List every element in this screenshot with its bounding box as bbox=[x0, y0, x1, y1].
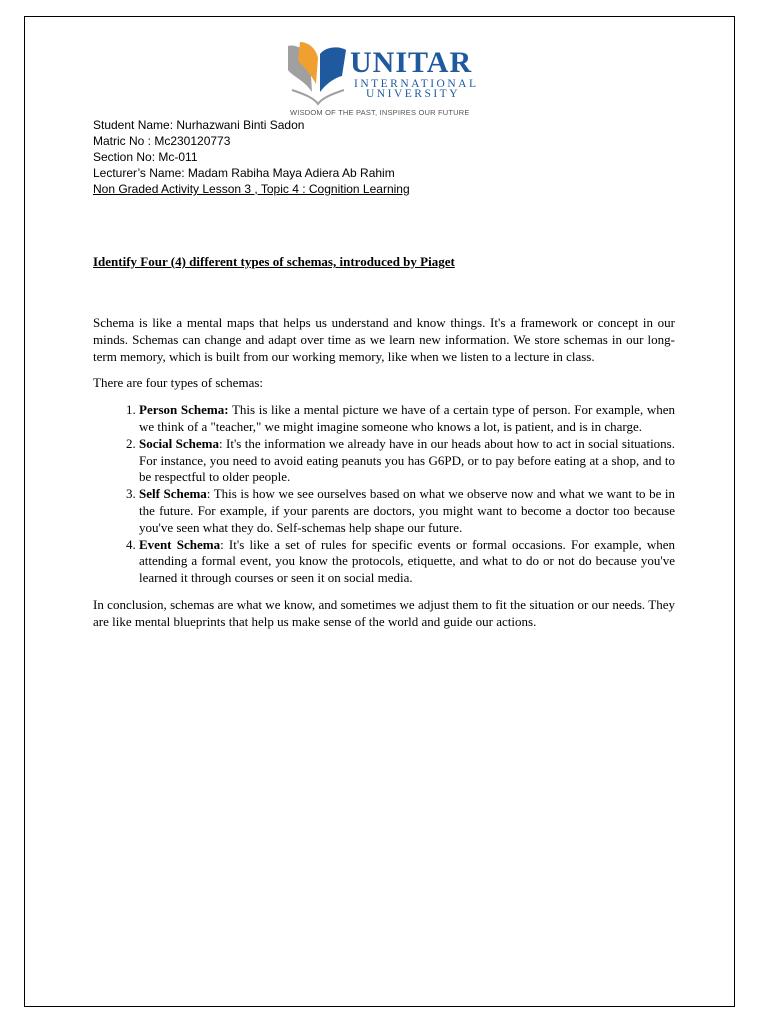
logo-line-international: INTERNATIONAL bbox=[354, 78, 479, 90]
logo-line-university: UNIVERSITY bbox=[366, 88, 460, 100]
conclusion-paragraph: In conclusion, schemas are what we know, and sometimes we adjust them to fit the situation or our needs. They are like mental blueprints that help us make sense of the world and guide our actions. bbox=[93, 596, 675, 629]
schema-term: Event Schema bbox=[139, 536, 221, 552]
schema-description: : This is how we see ourselves based on what we observe now and what we want to be in the future. For example, if your parents are doctors, you might want to become a doctor too because you've seen what they do. Self-schemas help shape our future. bbox=[139, 486, 675, 535]
list-item bbox=[139, 402, 675, 436]
section-number: Section No: Mc-011 bbox=[93, 150, 198, 164]
question-heading: Identify Four (4) different types of schemas, introduced by Piaget bbox=[93, 254, 455, 269]
logo-tagline: WISDOM OF THE PAST, INSPIRES OUR FUTURE bbox=[290, 108, 470, 117]
schema-description: This is like a mental picture we have of a certain type of person. For example, when we think of a "teacher," we might imagine someone who knows a lot, is patient, and is in charge. bbox=[139, 402, 675, 434]
list-item bbox=[139, 537, 675, 587]
intro-paragraph: Schema is like a mental maps that helps us understand and know things. It's a framework or concept in our minds. Schemas can change and adapt over time as we learn new information. We store schemas in our long-term memory, which is built from our working memory, like when we listen to a lecture in class. bbox=[93, 315, 675, 364]
list-lead: There are four types of schemas: bbox=[93, 375, 264, 391]
schema-description: : It's the information we already have in our heads about how to act in social situations. For instance, you need to avoid eating peanuts you has G6PD, or to pay before eating at a shop, and to be respectful to older people. bbox=[139, 435, 675, 485]
schema-term: Person Schema: bbox=[139, 402, 229, 418]
student-info bbox=[93, 117, 410, 197]
student-name: Student Name: Nurhazwani Binti Sadon bbox=[93, 118, 305, 132]
schema-description: : It's like a set of rules for specific events or formal occasions. For example, when attending a formal event, you know the protocols, etiquette, and what to do or not do because you've learned it through courses or seen it on social media. bbox=[139, 536, 675, 586]
list-item bbox=[139, 436, 675, 486]
schema-term: Social Schema bbox=[139, 435, 219, 451]
activity-title: Non Graded Activity Lesson 3 , Topic 4 : Cognition Learning bbox=[93, 182, 410, 196]
lecturer-name: Lecturer’s Name: Madam Rabiha Maya Adiera Ab Rahim bbox=[93, 166, 395, 180]
schema-term: Self Schema bbox=[139, 486, 207, 502]
matric-number: Matric No : Mc230120773 bbox=[93, 134, 231, 148]
list-item bbox=[139, 486, 675, 536]
schema-list bbox=[93, 402, 675, 587]
book-leaf-icon bbox=[286, 40, 348, 106]
logo-brand: UNITAR bbox=[350, 46, 473, 79]
answer-body bbox=[93, 315, 675, 641]
